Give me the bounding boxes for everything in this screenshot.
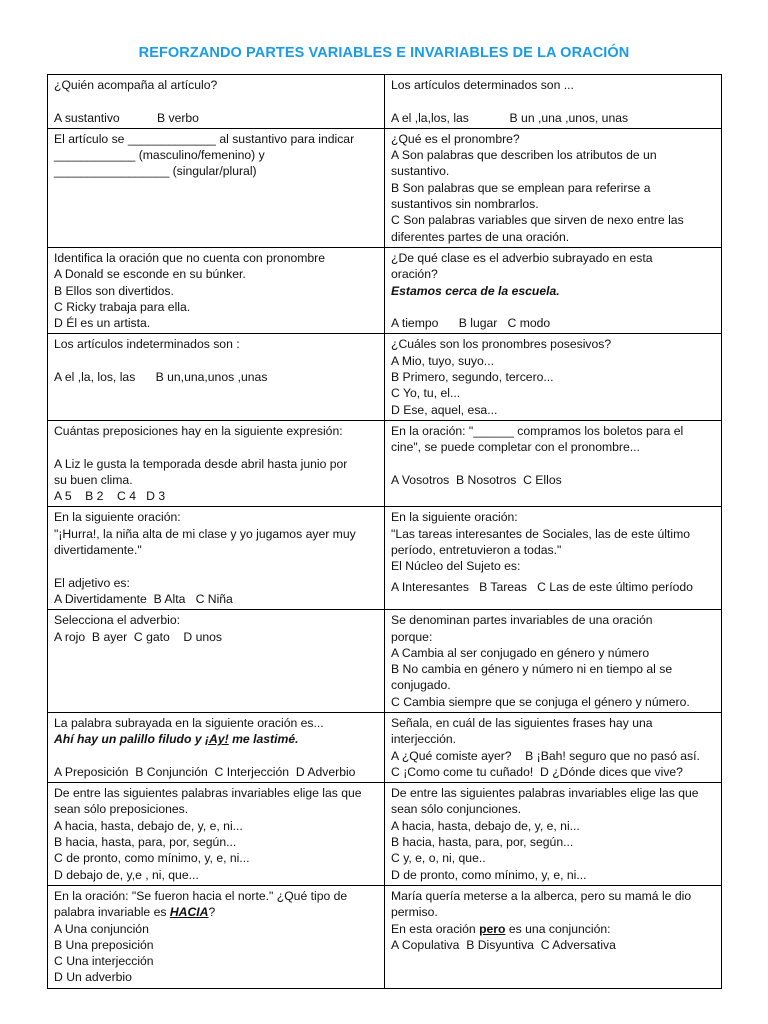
text-line bbox=[391, 818, 715, 834]
question-cell-left bbox=[48, 507, 385, 610]
text: En esta oración bbox=[391, 921, 480, 936]
text: A Cambia al ser conjugado en género y número bbox=[391, 645, 650, 660]
styled-text: pero bbox=[479, 921, 506, 936]
question-cell-right bbox=[385, 783, 722, 886]
text-line bbox=[391, 229, 715, 245]
text: De entre las siguientes palabras invariables elige las que bbox=[54, 786, 362, 801]
question-row bbox=[48, 420, 722, 506]
text: ? bbox=[208, 905, 216, 920]
text-line bbox=[391, 423, 715, 439]
text-line bbox=[391, 645, 715, 661]
text-line bbox=[54, 336, 378, 352]
text-line bbox=[391, 867, 715, 883]
text: A Copulativa B Disyuntiva C Adversativa bbox=[391, 937, 616, 952]
text-line bbox=[391, 131, 715, 147]
text-line bbox=[391, 612, 715, 628]
question-cell-right bbox=[385, 75, 722, 129]
text-line bbox=[391, 250, 715, 266]
text-line bbox=[391, 526, 715, 542]
text: A rojo B ayer C gato D unos bbox=[54, 629, 222, 644]
text-line bbox=[391, 212, 715, 228]
text-line bbox=[391, 472, 715, 488]
text-line bbox=[391, 439, 715, 455]
blank-line bbox=[391, 93, 715, 109]
blank-line bbox=[54, 558, 378, 574]
text-line bbox=[391, 385, 715, 401]
text: C Ricky trabaja para ella. bbox=[54, 299, 191, 314]
text: sean sólo conjunciones. bbox=[391, 802, 522, 817]
text-line bbox=[54, 612, 378, 628]
text: permiso. bbox=[391, 905, 438, 920]
text: ¿Qué es el pronombre? bbox=[391, 131, 520, 146]
text-line bbox=[391, 180, 715, 196]
text-line bbox=[391, 77, 715, 93]
text-line bbox=[391, 785, 715, 801]
text: C ¡Como come tu cuñado! D ¿Dónde dices que vive? bbox=[391, 764, 683, 779]
text: sustantivo. bbox=[391, 164, 450, 179]
text-line bbox=[54, 953, 378, 969]
text: Señala, en cuál de las siguientes frases hay una bbox=[391, 715, 653, 730]
blank-line bbox=[54, 748, 378, 764]
text-line bbox=[391, 731, 715, 747]
styled-text: ¡Ay! bbox=[205, 732, 229, 747]
blank-line bbox=[54, 439, 378, 455]
text: El Núcleo del Sujeto es: bbox=[391, 559, 521, 574]
question-cell-right bbox=[385, 610, 722, 713]
text: período, entretuvieron a todas." bbox=[391, 543, 562, 558]
text: D Ese, aquel, esa... bbox=[391, 402, 498, 417]
text-line bbox=[391, 283, 715, 299]
text: C y, e, o, ni, que.. bbox=[391, 851, 486, 866]
text: su buen clima. bbox=[54, 472, 133, 487]
text: B Una preposición bbox=[54, 937, 154, 952]
text: sustantivos sin nombrarlos. bbox=[391, 197, 539, 212]
text: B Son palabras que se emplean para referirse a bbox=[391, 180, 651, 195]
text-line bbox=[54, 472, 378, 488]
text: ____________ (masculino/femenino) y bbox=[54, 148, 265, 163]
question-row bbox=[48, 712, 722, 782]
text: ¿De qué clase es el adverbio subrayado en esta bbox=[391, 250, 653, 265]
text-line bbox=[391, 677, 715, 693]
text-line bbox=[54, 850, 378, 866]
text-line bbox=[54, 315, 378, 331]
text-line bbox=[54, 369, 378, 385]
text-line bbox=[54, 888, 378, 904]
text: B Ellos son divertidos. bbox=[54, 283, 174, 298]
text-line bbox=[391, 888, 715, 904]
text-line bbox=[54, 867, 378, 883]
question-row bbox=[48, 128, 722, 247]
text-line bbox=[54, 801, 378, 817]
text: oración? bbox=[391, 267, 438, 282]
text-line bbox=[391, 801, 715, 817]
text-line bbox=[54, 904, 378, 920]
text-line bbox=[54, 488, 378, 504]
text-line bbox=[391, 937, 715, 953]
text: A Donald se esconde en su búnker. bbox=[54, 267, 246, 282]
text: cine", se puede completar con el pronombre... bbox=[391, 440, 640, 455]
text: _________________ (singular/plural) bbox=[54, 164, 257, 179]
text-line bbox=[54, 299, 378, 315]
text-line bbox=[54, 818, 378, 834]
text-line bbox=[391, 850, 715, 866]
text: A 5 B 2 C 4 D 3 bbox=[54, 489, 166, 504]
question-cell-left bbox=[48, 334, 385, 420]
blank-line bbox=[391, 456, 715, 472]
question-cell-left bbox=[48, 247, 385, 333]
text: A el ,la,los, las B un ,una ,unos, unas bbox=[391, 110, 629, 125]
text-line bbox=[54, 591, 378, 607]
text: D Un adverbio bbox=[54, 970, 132, 985]
text-line bbox=[54, 77, 378, 93]
text: A el ,la, los, las B un,una,unos ,unas bbox=[54, 370, 268, 385]
question-row bbox=[48, 885, 722, 988]
question-cell-left bbox=[48, 885, 385, 988]
text-line bbox=[54, 715, 378, 731]
text: A hacia, hasta, debajo de, y, e, ni... bbox=[391, 818, 580, 833]
text: A Vosotros B Nosotros C Ellos bbox=[391, 472, 562, 487]
text: C Cambia siempre que se conjuga el género y número. bbox=[391, 694, 690, 709]
text-line bbox=[54, 542, 378, 558]
text: conjugado. bbox=[391, 678, 451, 693]
text-line bbox=[54, 834, 378, 850]
text-line bbox=[391, 369, 715, 385]
text: B hacia, hasta, para, por, según... bbox=[54, 835, 237, 850]
text-line bbox=[391, 315, 715, 331]
text-line bbox=[391, 764, 715, 780]
text: El artículo se _____________ al sustantivo para indicar bbox=[54, 131, 355, 146]
text-line bbox=[54, 250, 378, 266]
text-line bbox=[391, 147, 715, 163]
text: La palabra subrayada en la siguiente oración es... bbox=[54, 715, 324, 730]
question-cell-right bbox=[385, 885, 722, 988]
text-line bbox=[54, 266, 378, 282]
question-cell-left bbox=[48, 128, 385, 247]
text-line bbox=[391, 509, 715, 525]
question-row bbox=[48, 507, 722, 610]
text: A tiempo B lugar C modo bbox=[391, 316, 551, 331]
text: ¿Cuáles son los pronombres posesivos? bbox=[391, 337, 612, 352]
worksheet-title: REFORZANDO PARTES VARIABLES E INVARIABLES DE LA ORACIÓN bbox=[138, 45, 630, 61]
text-line bbox=[391, 353, 715, 369]
question-row bbox=[48, 75, 722, 129]
text-line bbox=[54, 629, 378, 645]
text: A sustantivo B verbo bbox=[54, 110, 199, 125]
text-line bbox=[391, 715, 715, 731]
text: A Preposición B Conjunción C Interjección D Adverbio bbox=[54, 764, 356, 779]
text: D debajo de, y,e , ni, que... bbox=[54, 867, 199, 882]
text: sean sólo preposiciones. bbox=[54, 802, 189, 817]
text: Selecciona el adverbio: bbox=[54, 613, 181, 628]
text-line bbox=[391, 748, 715, 764]
worksheet-table bbox=[47, 74, 722, 989]
text: A ¿Qué comiste ayer? B ¡Bah! seguro que no pasó así. bbox=[391, 748, 700, 763]
question-cell-left bbox=[48, 712, 385, 782]
text: Identifica la oración que no cuenta con pronombre bbox=[54, 250, 326, 265]
text: A Son palabras que describen los atributos de un bbox=[391, 148, 657, 163]
blank-line bbox=[391, 299, 715, 315]
text: C Son palabras variables que sirven de nexo entre las bbox=[391, 213, 684, 228]
text: divertidamente." bbox=[54, 543, 142, 558]
text: D de pronto, como mínimo, y, e, ni... bbox=[391, 867, 587, 882]
question-cell-right bbox=[385, 507, 722, 610]
text-line bbox=[391, 694, 715, 710]
blank-line bbox=[54, 93, 378, 109]
question-cell-right bbox=[385, 420, 722, 506]
text: B Primero, segundo, tercero... bbox=[391, 370, 554, 385]
text: palabra invariable es bbox=[54, 905, 170, 920]
text-line bbox=[54, 921, 378, 937]
text: A Divertidamente B Alta C Niña bbox=[54, 591, 233, 606]
text: B hacia, hasta, para, por, según... bbox=[391, 835, 574, 850]
text-line bbox=[54, 937, 378, 953]
question-cell-left bbox=[48, 75, 385, 129]
text-line bbox=[391, 110, 715, 126]
text-line bbox=[391, 163, 715, 179]
text: A Interesantes B Tareas C Las de este último período bbox=[391, 579, 693, 594]
question-cell-left bbox=[48, 610, 385, 713]
text: es una conjunción: bbox=[505, 921, 611, 936]
text-line bbox=[54, 163, 378, 179]
text: C Yo, tu, el... bbox=[391, 386, 461, 401]
text: El adjetivo es: bbox=[54, 575, 130, 590]
text-line bbox=[54, 110, 378, 126]
question-cell-right bbox=[385, 128, 722, 247]
text-line bbox=[391, 629, 715, 645]
text: interjección. bbox=[391, 732, 457, 747]
text: Se denominan partes invariables de una oración bbox=[391, 613, 653, 628]
question-row bbox=[48, 334, 722, 420]
text-line bbox=[391, 542, 715, 558]
question-cell-left bbox=[48, 783, 385, 886]
text: A hacia, hasta, debajo de, y, e, ni... bbox=[54, 818, 243, 833]
text: En la oración: "Se fueron hacia el norte." ¿Qué tipo de bbox=[54, 888, 348, 903]
text-line bbox=[391, 575, 715, 595]
worksheet-table-body bbox=[48, 75, 722, 989]
question-cell-right bbox=[385, 247, 722, 333]
text: En la siguiente oración: bbox=[391, 510, 518, 525]
question-row bbox=[48, 610, 722, 713]
styled-text: HACIA bbox=[169, 905, 209, 920]
text: En la oración: "______ compramos los boletos para el bbox=[391, 423, 684, 438]
text-line bbox=[54, 147, 378, 163]
text-line bbox=[54, 456, 378, 472]
text-line bbox=[391, 558, 715, 574]
text: A Mio, tuyo, suyo... bbox=[391, 353, 494, 368]
styled-text: Estamos cerca de la escuela. bbox=[391, 283, 560, 298]
text: Los artículos determinados son ... bbox=[391, 78, 574, 92]
text: C de pronto, como mínimo, y, e, ni... bbox=[54, 851, 250, 866]
text-line bbox=[54, 969, 378, 985]
text-line bbox=[54, 731, 378, 747]
text: diferentes partes de una oración. bbox=[391, 229, 570, 244]
text-line bbox=[391, 834, 715, 850]
text: B No cambia en género y número ni en tiempo al se bbox=[391, 662, 673, 677]
text: En la siguiente oración: bbox=[54, 510, 181, 525]
text: porque: bbox=[391, 629, 433, 644]
text-line bbox=[54, 423, 378, 439]
blank-line bbox=[54, 353, 378, 369]
text-line bbox=[54, 131, 378, 147]
question-cell-right bbox=[385, 334, 722, 420]
text: María quería meterse a la alberca, pero su mamá le dio bbox=[391, 888, 692, 903]
text-line bbox=[54, 509, 378, 525]
text: "Las tareas interesantes de Sociales, las de este último bbox=[391, 526, 691, 541]
text: A Liz le gusta la temporada desde abril hasta junio por bbox=[54, 456, 348, 471]
text-line bbox=[54, 764, 378, 780]
styled-text: Ahí hay un palillo filudo y bbox=[54, 732, 205, 747]
question-cell-right bbox=[385, 712, 722, 782]
text-line bbox=[54, 526, 378, 542]
question-row bbox=[48, 783, 722, 886]
text: ¿Quién acompaña al artículo? bbox=[54, 78, 218, 92]
text-line bbox=[391, 661, 715, 677]
styled-text: me lastimé. bbox=[228, 732, 299, 747]
text-line bbox=[54, 785, 378, 801]
text: Los artículos indeterminados son : bbox=[54, 337, 240, 352]
text-line bbox=[54, 283, 378, 299]
text: "¡Hurra!, la niña alta de mi clase y yo jugamos ayer muy bbox=[54, 526, 356, 541]
text-line bbox=[391, 196, 715, 212]
text-line bbox=[391, 336, 715, 352]
text: De entre las siguientes palabras invariables elige las que bbox=[391, 786, 699, 801]
text-line bbox=[391, 904, 715, 920]
text: D Él es un artista. bbox=[54, 316, 151, 331]
text: Cuántas preposiciones hay en la siguiente expresión: bbox=[54, 423, 343, 438]
question-row bbox=[48, 247, 722, 333]
text: A Una conjunción bbox=[54, 921, 149, 936]
text-line bbox=[391, 266, 715, 282]
question-cell-left bbox=[48, 420, 385, 506]
text-line bbox=[391, 402, 715, 418]
text-line bbox=[391, 921, 715, 937]
text-line bbox=[54, 575, 378, 591]
text: C Una interjección bbox=[54, 954, 154, 969]
